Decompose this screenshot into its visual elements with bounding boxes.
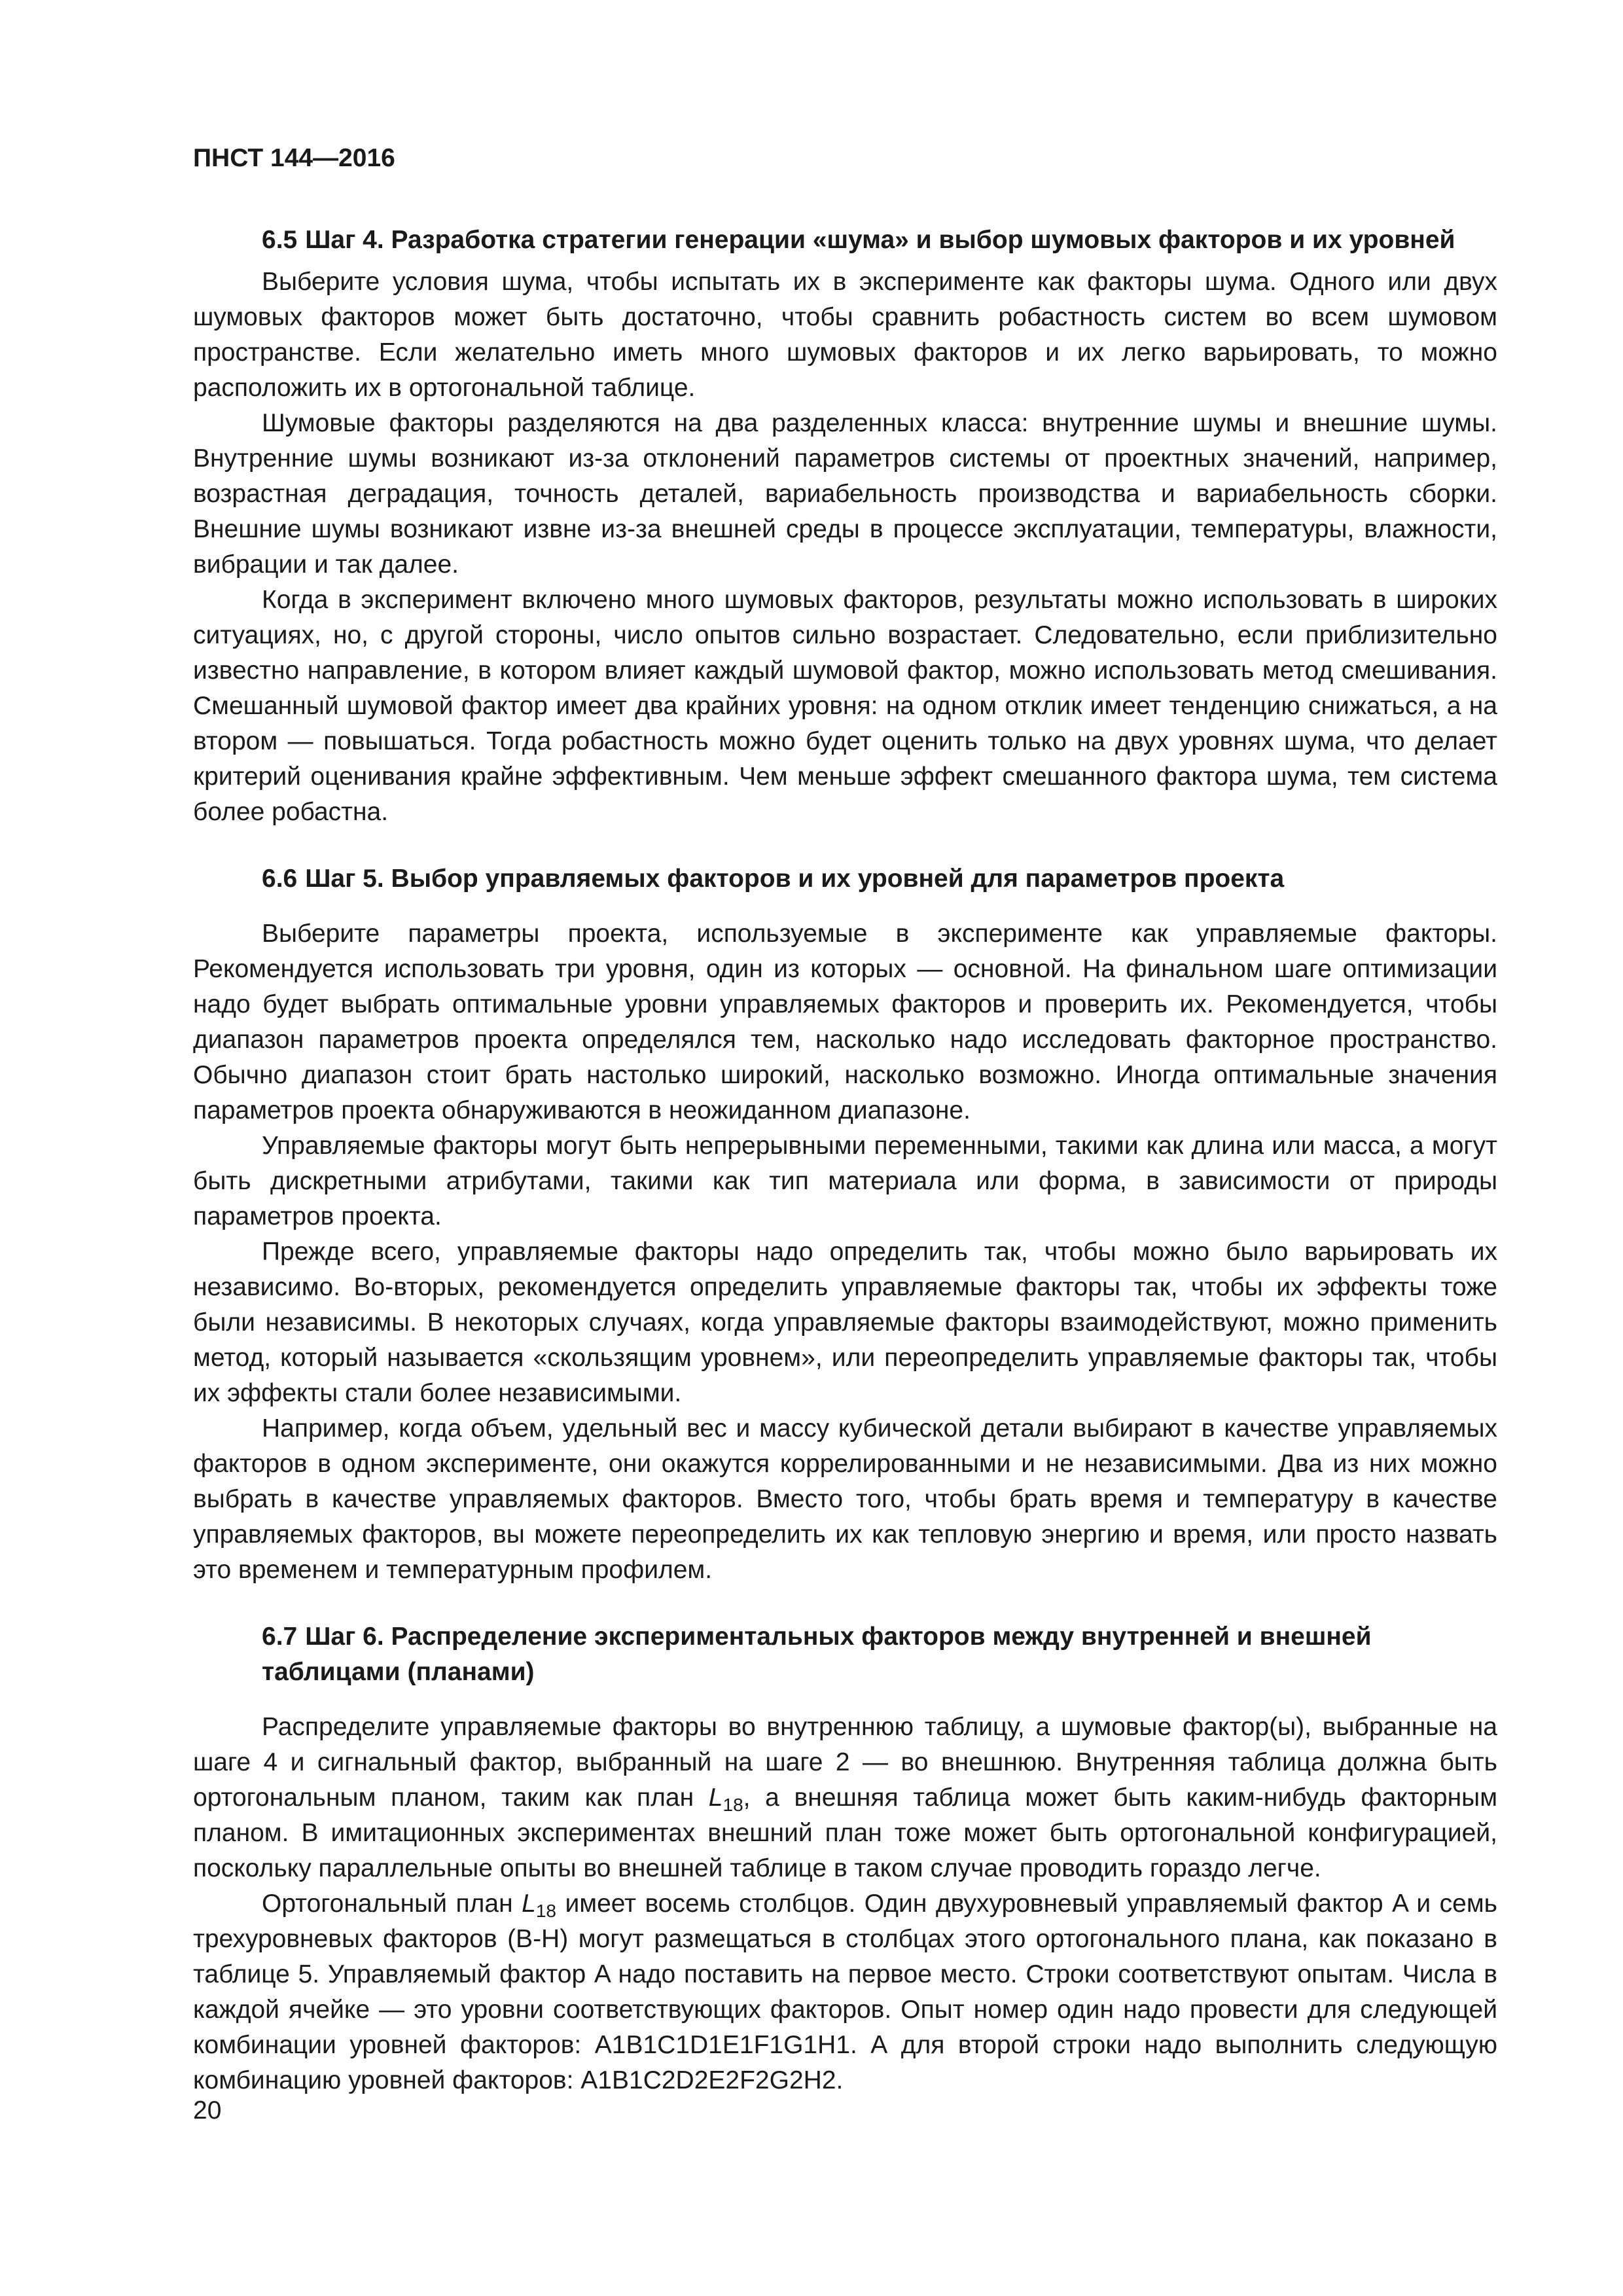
paragraph-text: Распределите управляемые факторы во внутреннюю таблицу, а шумовые фактор(ы), выбранные на шаге 4 и сигнальный фактор, выбранный на шаге 2 — во внешнюю. Внутренняя таблица должна быть ортогональным планом, таким как план	[193, 1713, 1497, 1812]
paragraph-text: имеет восемь столбцов. Один двухуровневый управляемый фактор A и семь трехуровневых факторов (B-H) могут размещаться в столбцах этого ортогонального плана, как показано в таблице 5. Управляемый фактор A надо поставить на первое место. Строки соответствуют опытам. Числа в каждой ячейке — это уровни соответствующих факторов. Опыт номер один надо провести для следующей комбинации уровней факторов: A1B1C1D1E1F1G1H1. А для второй строки надо выполнить следующую комбинацию уровней факторов: A1B1C2D2E2F2G2H2.	[193, 1890, 1497, 2094]
paragraph: Шумовые факторы разделяются на два разделенных класса: внутренние шумы и внешние шумы. Внутренние шумы возникают из-за отклонений параметров системы от проектных значений, например, возрастная деградация, точность деталей, вариабельность производства и вариабельность сборки. Внешние шумы возникают извне из-за внешней среды в процессе эксплуатации, температуры, влажности, вибрации и так далее.	[193, 409, 1497, 579]
paragraph: Когда в эксперимент включено много шумовых факторов, результаты можно использовать в широких ситуациях, но, с другой стороны, число опытов сильно возрастает. Следовательно, если приблизительно известно направление, в котором влияет каждый шумовой фактор, можно использовать метод смешивания. Смешанный шумовой фактор имеет два крайних уровня: на одном отклик имеет тенденцию снижаться, а на втором — повышаться. Тогда робастность можно будет оценить только на двух уровнях шума, что делает критерий оценивания крайне эффективным. Чем меньше эффект смешанного фактора шума, тем система более робастна.	[193, 586, 1497, 826]
paragraph	[193, 1710, 1497, 1886]
paragraph-text: Ортогональный план	[262, 1890, 522, 1918]
plan-subscript: 18	[722, 1795, 743, 1815]
paragraph-text: , а внешняя таблица может быть каким-нибудь факторным планом. В имитационных экспериментах внешний план тоже может быть ортогональной конфигурацией, поскольку параллельные опыты во внешней таблице в таком случае проводить гораздо легче.	[193, 1784, 1498, 1882]
section-title-6-5	[193, 223, 1497, 258]
paragraph: Управляемые факторы могут быть непрерывными переменными, такими как длина или масса, а могут быть дискретными атрибутами, такими как тип материала или форма, в зависимости от природы параметров проекта.	[193, 1132, 1497, 1230]
section-title-text: Шаг 5. Выбор управляемых факторов и их уровней для параметров проекта	[305, 865, 1285, 893]
document-body	[193, 223, 1497, 2098]
paragraph: Выберите условия шума, чтобы испытать их в эксперименте как факторы шума. Одного или двух шумовых факторов может быть достаточно, чтобы сравнить робастность систем во всем шумовом пространстве. Если желательно иметь много шумовых факторов и их легко варьировать, то можно расположить их в ортогональной таблице.	[193, 268, 1497, 402]
section-number: 6.7	[262, 1623, 298, 1651]
section-title-6-6	[193, 861, 1497, 897]
page-number: 20	[193, 2096, 222, 2125]
paragraph	[193, 1886, 1497, 2098]
section-title-6-7	[193, 1619, 1497, 1690]
plan-symbol: L	[522, 1890, 536, 1918]
section-title-text: Шаг 6. Распределение экспериментальных факторов между внутренней и внешней таблицами (планами)	[262, 1623, 1372, 1686]
paragraph: Например, когда объем, удельный вес и массу кубической детали выбирают в качестве управляемых факторов в одном эксперименте, они окажутся коррелированными и не независимыми. Два из них можно выбрать в качестве управляемых факторов. Вместо того, чтобы брать время и температуру в качестве управляемых факторов, вы можете переопределить их как тепловую энергию и время, или просто назвать это временем и температурным профилем.	[193, 1414, 1497, 1584]
document-code-header: ПНСТ 144—2016	[193, 144, 395, 172]
paragraph: Выберите параметры проекта, используемые в эксперименте как управляемые факторы. Рекомендуется использовать три уровня, один из которых — основной. На финальном шаге оптимизации надо будет выбрать оптимальные уровни управляемых факторов и проверить их. Рекомендуется, чтобы диапазон параметров проекта определялся тем, насколько надо исследовать факторное пространство. Обычно диапазон стоит брать настолько широкий, насколько возможно. Иногда оптимальные значения параметров проекта обнаруживаются в неожиданном диапазоне.	[193, 920, 1497, 1124]
section-number: 6.5	[262, 226, 298, 254]
paragraph: Прежде всего, управляемые факторы надо определить так, чтобы можно было варьировать их независимо. Во-вторых, рекомендуется определить управляемые факторы так, чтобы их эффекты тоже были независимы. В некоторых случаях, когда управляемые факторы взаимодействуют, можно применить метод, который называется «скользящим уровнем», или переопределить управляемые факторы так, чтобы их эффекты стали более независимыми.	[193, 1238, 1497, 1407]
section-number: 6.6	[262, 865, 298, 893]
plan-subscript: 18	[535, 1901, 556, 1921]
section-title-text: Шаг 4. Разработка стратегии генерации «шума» и выбор шумовых факторов и их уровней	[305, 226, 1455, 254]
plan-symbol: L	[708, 1784, 723, 1812]
